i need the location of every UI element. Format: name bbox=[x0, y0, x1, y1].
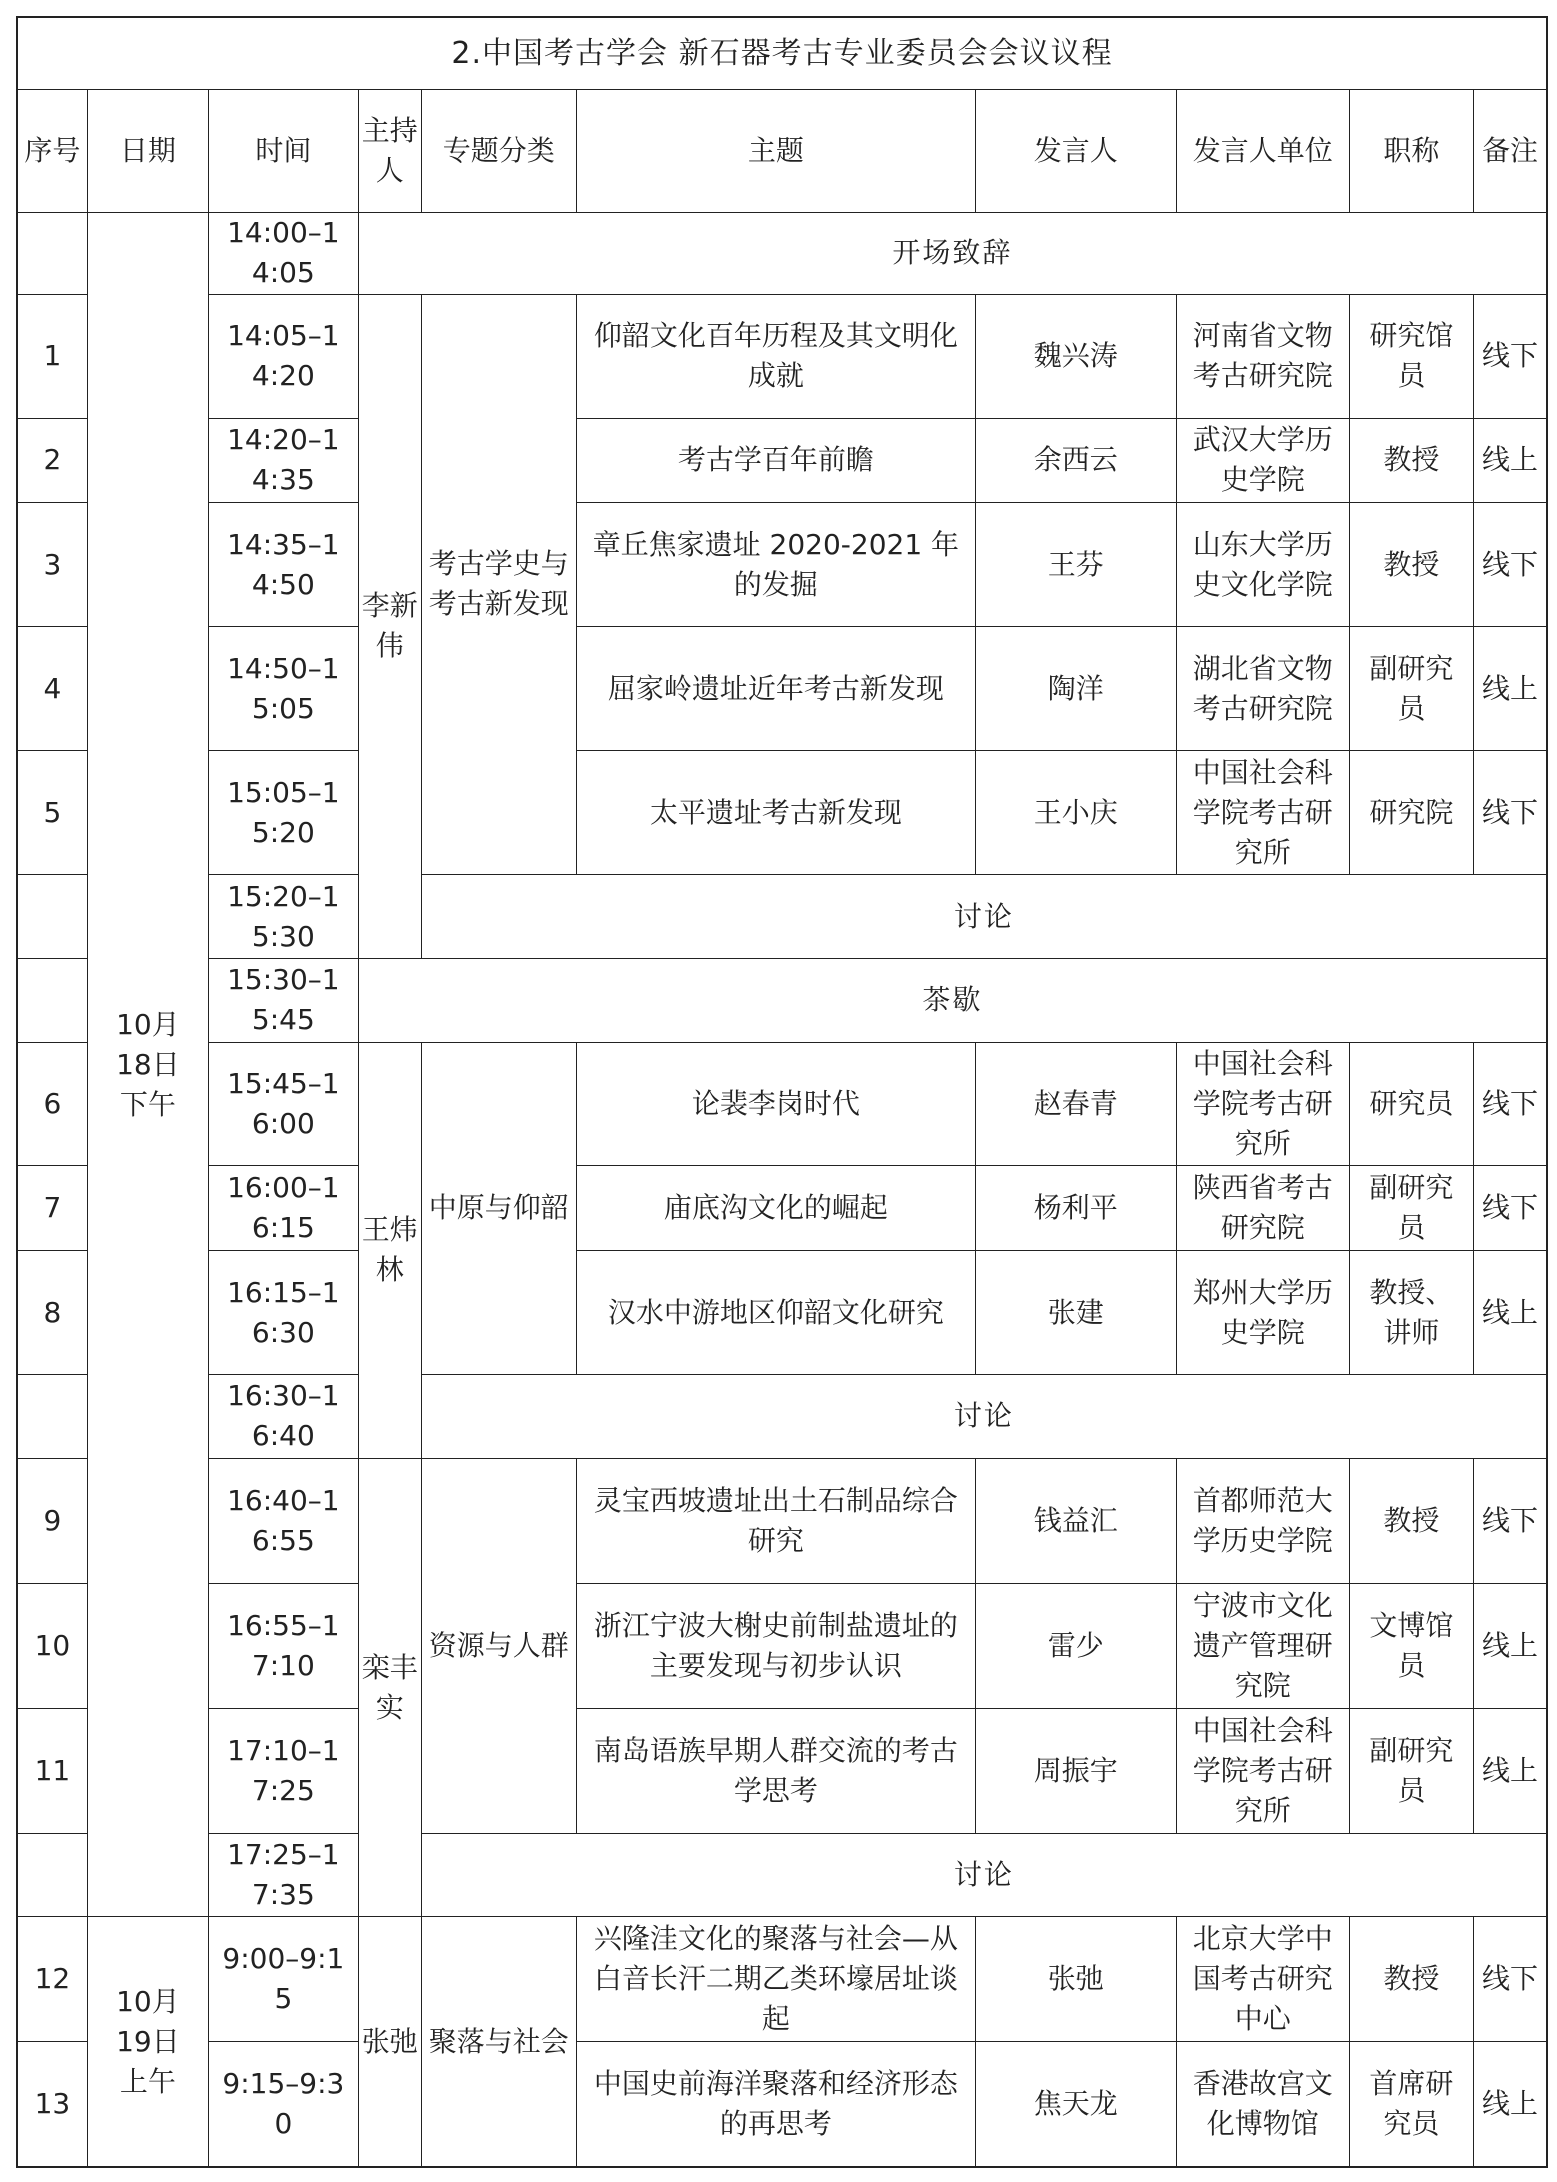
header-no: 序号 bbox=[17, 90, 87, 213]
header-category: 专题分类 bbox=[421, 90, 576, 213]
row-topic: 太平遗址考古新发现 bbox=[576, 751, 975, 875]
row-time: 14:35–14:50 bbox=[208, 503, 358, 627]
header-speaker: 发言人 bbox=[975, 90, 1176, 213]
row-time: 16:55–17:10 bbox=[208, 1583, 358, 1708]
table-row bbox=[17, 213, 1547, 295]
host-cell: 栾丰实 bbox=[358, 1458, 421, 1917]
row-speaker: 张弛 bbox=[975, 1917, 1176, 2042]
row-unit: 武汉大学历史学院 bbox=[1176, 418, 1349, 503]
row-speaker: 余西云 bbox=[975, 418, 1176, 503]
row-unit: 北京大学中国考古研究中心 bbox=[1176, 1917, 1349, 2042]
table-row bbox=[17, 1166, 1547, 1251]
row-topic: 考古学百年前瞻 bbox=[576, 418, 975, 503]
row-span-label: 讨论 bbox=[421, 875, 1547, 959]
row-topic: 论裴李岗时代 bbox=[576, 1042, 975, 1166]
row-no: 12 bbox=[17, 1917, 87, 2042]
row-note: 线上 bbox=[1474, 1251, 1547, 1375]
header-row bbox=[17, 90, 1547, 213]
row-time: 9:00–9:15 bbox=[208, 1917, 358, 2042]
row-unit: 陕西省考古研究院 bbox=[1176, 1166, 1349, 1251]
row-no: 13 bbox=[17, 2042, 87, 2167]
row-note: 线上 bbox=[1474, 2042, 1547, 2167]
row-unit: 河南省文物考古研究院 bbox=[1176, 294, 1349, 418]
row-no: 3 bbox=[17, 503, 87, 627]
table-row bbox=[17, 1583, 1547, 1708]
row-rank: 教授 bbox=[1349, 1917, 1473, 2042]
row-rank: 教授 bbox=[1349, 503, 1473, 627]
row-note: 线下 bbox=[1474, 1042, 1547, 1166]
table-row bbox=[17, 1708, 1547, 1833]
row-no: 1 bbox=[17, 294, 87, 418]
row-speaker: 王小庆 bbox=[975, 751, 1176, 875]
row-no: 2 bbox=[17, 418, 87, 503]
agenda-title: 2.中国考古学会 新石器考古专业委员会会议议程 bbox=[17, 17, 1547, 90]
row-speaker: 杨利平 bbox=[975, 1166, 1176, 1251]
row-rank: 教授、讲师 bbox=[1349, 1251, 1473, 1375]
row-unit: 中国社会科学院考古研究所 bbox=[1176, 1708, 1349, 1833]
row-time: 16:00–16:15 bbox=[208, 1166, 358, 1251]
row-note: 线上 bbox=[1474, 627, 1547, 751]
row-topic: 庙底沟文化的崛起 bbox=[576, 1166, 975, 1251]
row-no: 10 bbox=[17, 1583, 87, 1708]
row-unit: 中国社会科学院考古研究所 bbox=[1176, 1042, 1349, 1166]
row-note: 线下 bbox=[1474, 1458, 1547, 1583]
row-rank: 研究院 bbox=[1349, 751, 1473, 875]
row-note: 线上 bbox=[1474, 1708, 1547, 1833]
row-time: 17:10–17:25 bbox=[208, 1708, 358, 1833]
row-no: 11 bbox=[17, 1708, 87, 1833]
row-time: 17:25–17:35 bbox=[208, 1833, 358, 1917]
row-no bbox=[17, 1375, 87, 1459]
row-time: 14:05–14:20 bbox=[208, 294, 358, 418]
row-topic: 中国史前海洋聚落和经济形态的再思考 bbox=[576, 2042, 975, 2167]
row-note: 线下 bbox=[1474, 503, 1547, 627]
table-row bbox=[17, 1375, 1547, 1459]
row-unit: 湖北省文物考古研究院 bbox=[1176, 627, 1349, 751]
row-time: 15:30–15:45 bbox=[208, 958, 358, 1042]
row-speaker: 赵春青 bbox=[975, 1042, 1176, 1166]
table-row bbox=[17, 958, 1547, 1042]
row-rank: 首席研究员 bbox=[1349, 2042, 1473, 2167]
row-note: 线下 bbox=[1474, 1166, 1547, 1251]
header-host: 主持人 bbox=[358, 90, 421, 213]
category-cell: 资源与人群 bbox=[421, 1458, 576, 1833]
row-topic: 浙江宁波大榭史前制盐遗址的主要发现与初步认识 bbox=[576, 1583, 975, 1708]
row-time: 16:15–16:30 bbox=[208, 1251, 358, 1375]
category-cell: 中原与仰韶 bbox=[421, 1042, 576, 1375]
date-cell: 10月19日上午 bbox=[87, 1917, 208, 2167]
row-speaker: 钱益汇 bbox=[975, 1458, 1176, 1583]
row-rank: 教授 bbox=[1349, 418, 1473, 503]
row-span-label: 开场致辞 bbox=[358, 213, 1547, 295]
host-cell: 张弛 bbox=[358, 1917, 421, 2167]
host-cell: 李新伟 bbox=[358, 294, 421, 958]
table-row bbox=[17, 418, 1547, 503]
row-topic: 兴隆洼文化的聚落与社会—从白音长汗二期乙类环壕居址谈起 bbox=[576, 1917, 975, 2042]
row-time: 15:45–16:00 bbox=[208, 1042, 358, 1166]
table-row bbox=[17, 503, 1547, 627]
table-row bbox=[17, 751, 1547, 875]
table-row bbox=[17, 627, 1547, 751]
row-rank: 副研究员 bbox=[1349, 1166, 1473, 1251]
row-no: 4 bbox=[17, 627, 87, 751]
row-time: 9:15–9:30 bbox=[208, 2042, 358, 2167]
host-cell: 王炜林 bbox=[358, 1042, 421, 1458]
category-cell: 考古学史与考古新发现 bbox=[421, 294, 576, 875]
row-span-label: 讨论 bbox=[421, 1375, 1547, 1459]
row-time: 15:20–15:30 bbox=[208, 875, 358, 959]
table-row bbox=[17, 294, 1547, 418]
row-time: 15:05–15:20 bbox=[208, 751, 358, 875]
row-rank: 研究馆员 bbox=[1349, 294, 1473, 418]
header-topic: 主题 bbox=[576, 90, 975, 213]
table-row bbox=[17, 2042, 1547, 2167]
row-no bbox=[17, 958, 87, 1042]
row-note: 线下 bbox=[1474, 751, 1547, 875]
row-span-label: 讨论 bbox=[421, 1833, 1547, 1917]
row-time: 14:20–14:35 bbox=[208, 418, 358, 503]
row-note: 线上 bbox=[1474, 418, 1547, 503]
table-row bbox=[17, 1042, 1547, 1166]
row-unit: 香港故宫文化博物馆 bbox=[1176, 2042, 1349, 2167]
row-topic: 汉水中游地区仰韶文化研究 bbox=[576, 1251, 975, 1375]
row-topic: 仰韶文化百年历程及其文明化成就 bbox=[576, 294, 975, 418]
header-rank: 职称 bbox=[1349, 90, 1473, 213]
row-unit: 山东大学历史文化学院 bbox=[1176, 503, 1349, 627]
row-note: 线上 bbox=[1474, 1583, 1547, 1708]
header-unit: 发言人单位 bbox=[1176, 90, 1349, 213]
row-unit: 中国社会科学院考古研究所 bbox=[1176, 751, 1349, 875]
row-rank: 副研究员 bbox=[1349, 1708, 1473, 1833]
row-speaker: 魏兴涛 bbox=[975, 294, 1176, 418]
row-note: 线下 bbox=[1474, 1917, 1547, 2042]
header-note: 备注 bbox=[1474, 90, 1547, 213]
row-no: 7 bbox=[17, 1166, 87, 1251]
header-time: 时间 bbox=[208, 90, 358, 213]
row-no bbox=[17, 213, 87, 295]
row-speaker: 张建 bbox=[975, 1251, 1176, 1375]
row-time: 14:00–14:05 bbox=[208, 213, 358, 295]
row-topic: 章丘焦家遗址 2020-2021 年的发掘 bbox=[576, 503, 975, 627]
row-speaker: 王芬 bbox=[975, 503, 1176, 627]
row-time: 16:40–16:55 bbox=[208, 1458, 358, 1583]
agenda-table bbox=[16, 16, 1548, 2168]
row-topic: 灵宝西坡遗址出土石制品综合研究 bbox=[576, 1458, 975, 1583]
row-note: 线下 bbox=[1474, 294, 1547, 418]
table-row bbox=[17, 875, 1547, 959]
row-no: 8 bbox=[17, 1251, 87, 1375]
row-speaker: 陶洋 bbox=[975, 627, 1176, 751]
row-no bbox=[17, 875, 87, 959]
table-row bbox=[17, 1251, 1547, 1375]
row-topic: 南岛语族早期人群交流的考古学思考 bbox=[576, 1708, 975, 1833]
row-unit: 宁波市文化遗产管理研究院 bbox=[1176, 1583, 1349, 1708]
row-speaker: 雷少 bbox=[975, 1583, 1176, 1708]
row-speaker: 周振宇 bbox=[975, 1708, 1176, 1833]
row-topic: 屈家岭遗址近年考古新发现 bbox=[576, 627, 975, 751]
row-no: 5 bbox=[17, 751, 87, 875]
table-row bbox=[17, 1917, 1547, 2042]
row-rank: 研究员 bbox=[1349, 1042, 1473, 1166]
row-rank: 副研究员 bbox=[1349, 627, 1473, 751]
table-row bbox=[17, 1833, 1547, 1917]
row-span-label: 茶歇 bbox=[358, 958, 1547, 1042]
row-rank: 教授 bbox=[1349, 1458, 1473, 1583]
table-row bbox=[17, 1458, 1547, 1583]
row-time: 16:30–16:40 bbox=[208, 1375, 358, 1459]
row-time: 14:50–15:05 bbox=[208, 627, 358, 751]
agenda-sheet bbox=[16, 16, 1548, 2168]
date-cell: 10月18日下午 bbox=[87, 213, 208, 1917]
row-no bbox=[17, 1833, 87, 1917]
row-unit: 首都师范大学历史学院 bbox=[1176, 1458, 1349, 1583]
row-unit: 郑州大学历史学院 bbox=[1176, 1251, 1349, 1375]
category-cell: 聚落与社会 bbox=[421, 1917, 576, 2167]
row-rank: 文博馆员 bbox=[1349, 1583, 1473, 1708]
header-date: 日期 bbox=[87, 90, 208, 213]
row-speaker: 焦天龙 bbox=[975, 2042, 1176, 2167]
row-no: 9 bbox=[17, 1458, 87, 1583]
row-no: 6 bbox=[17, 1042, 87, 1166]
